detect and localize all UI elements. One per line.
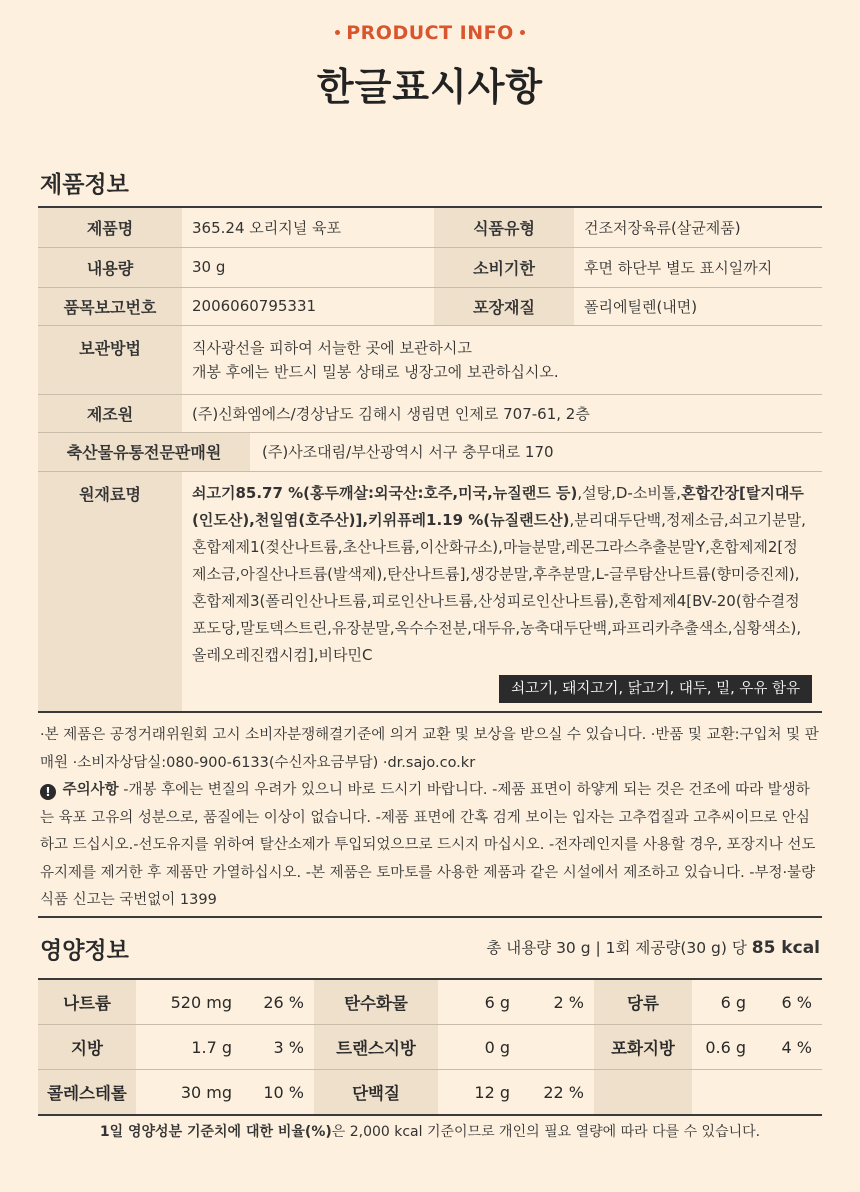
manufacturer-label: 제조원 (38, 394, 182, 432)
food-type-value: 건조저장육류(살균제품) (574, 207, 822, 247)
expiry-label: 소비기한 (434, 247, 574, 287)
warning-text: -개봉 후에는 변질의 우려가 있으니 바로 드시기 바랍니다. -제품 표면이 하얗게 되는 것은 건조에 따라 발생하는 육포 고유의 성분으로, 품질에는 이상이 없습니다. -제품 표면에 간혹 검게 보이는 입자는 고추껍질과 고추씨이므로 안심하고 드십시오.-선도유지를 위하여 탈산소제가 투입되었으므로 드시지 마십시오. -전자레인지를 사용할 경우, 포장지나 선도유지제를 제거한 후 제품만 가열하십시오. -본 제품은 토마토를 사용한 제품과 같은 시설에서 제조하고 있습니다. -부정·불량 식품 신고는 국번없이 1399 (40, 782, 816, 908)
ingredients-text: ,분리대두단백,정제소금,쇠고기분말,혼합제제1(젖산나트륨,초산나트륨,이산화규소),마늘분말,레몬그라스추출분말Y,혼합제제2[정제소금,아질산나트륨(발색제),탄산나트륨],생강분말,후추분말,L-글루탐산나트륨(향미증진제),혼합제제3(폴리인산나트륨,피로인산나트륨,산성피로인산나트륨),혼합제제4[BV-20(함수결정포도당,말토덱스트린,유장분말,옥수수전분,대두유,농축대두단백,파프리카추출색소,심황색소),올레오레진캡시컴],비타민C (192, 510, 806, 664)
seller-label: 축산물유통전문판매원 (38, 433, 250, 471)
product-name-value: 365.24 오리지널 육포 (182, 207, 434, 247)
table-row (38, 207, 822, 247)
storage-line: 직사광선을 피하여 서늘한 곳에 보관하시고 (192, 338, 472, 357)
nutrient-name: 콜레스테롤 (38, 1070, 136, 1116)
nutrient-name: 트랜스지방 (314, 1025, 438, 1070)
table-row (38, 1070, 822, 1116)
exclamation-icon: ! (40, 784, 56, 800)
table-row (38, 1025, 822, 1070)
product-section-title: 제품정보 (40, 172, 129, 198)
table-row (38, 471, 822, 713)
notes-paragraph: ·본 제품은 공정거래위원회 고시 소비자분쟁해결기준에 의거 교환 및 보상을 받으실 수 있습니다. ·반품 및 교환:구입처 및 판매원 ·소비자상담실:080-900-6133(수신자요금부담) ·dr.sajo.co.kr (40, 727, 819, 771)
serving-text: 총 내용량 30 g | 1회 제공량(30 g) 당 (486, 939, 752, 957)
nutrition-footnote (0, 1121, 860, 1141)
product-name-label: 제품명 (38, 207, 182, 247)
report-number-value: 2006060795331 (182, 287, 434, 325)
packaging-label: 포장재질 (434, 287, 574, 325)
food-type-label: 식품유형 (434, 207, 574, 247)
nutrient-name: 단백질 (314, 1070, 438, 1116)
page-header (0, 0, 860, 111)
warning-label: 주의사항 (62, 782, 119, 798)
storage-line: 개봉 후에는 반드시 밀봉 상태로 냉장고에 보관하십시오. (192, 362, 559, 381)
table-row (38, 979, 822, 1025)
product-info-eyebrow (335, 22, 525, 44)
divider (38, 916, 822, 918)
packaging-value: 폴리에틸렌(내면) (574, 287, 822, 325)
nutrient-percent: 4 % (756, 1025, 822, 1070)
nutrient-amount: 520 mg (136, 979, 242, 1025)
nutrient-name (594, 1070, 692, 1116)
table-row (38, 432, 822, 471)
nutrient-percent: 22 % (520, 1070, 594, 1116)
serving-info (486, 936, 820, 958)
nutrient-name: 지방 (38, 1025, 136, 1070)
product-info-table (38, 206, 822, 713)
seller-value: (주)사조대림/부산광역시 서구 충무대로 170 (262, 443, 554, 461)
nutrition-section-title: 영양정보 (40, 938, 129, 964)
nutrient-percent: 10 % (242, 1070, 314, 1116)
table-row (38, 287, 822, 325)
nutrient-percent: 3 % (242, 1025, 314, 1070)
nutrition-table (38, 978, 822, 1116)
net-weight-label: 내용량 (38, 247, 182, 287)
report-number-label: 품목보고번호 (38, 287, 182, 325)
table-row (38, 394, 822, 432)
nutrient-amount: 0.6 g (692, 1025, 756, 1070)
dot-icon (520, 30, 525, 35)
footnote-bold: 1일 영양성분 기준치에 대한 비율(%) (99, 1124, 332, 1140)
nutrient-percent (520, 1025, 594, 1070)
nutrient-name: 탄수화물 (314, 979, 438, 1025)
nutrient-name: 나트륨 (38, 979, 136, 1025)
nutrient-amount: 12 g (438, 1070, 520, 1116)
net-weight-value: 30 g (182, 247, 434, 287)
manufacturer-value: (주)신화엠에스/경상남도 김해시 생림면 인제로 707-61, 2층 (182, 394, 822, 432)
ingredients-bold: 혼합간장[탈지대두(인도산),천일염(호주산)],키위퓨레1.19 %(뉴질랜드산) (192, 483, 804, 529)
table-row (38, 247, 822, 287)
ingredients-bold: 쇠고기85.77 %(홍두깨살:외국산:호주,미국,뉴질랜드 등) (192, 483, 578, 502)
eyebrow-text: PRODUCT INFO (346, 21, 514, 44)
page-title: 한글표시사항 (316, 64, 544, 109)
nutrient-amount: 1.7 g (136, 1025, 242, 1070)
table-row (38, 325, 822, 394)
footnote-text: 은 2,000 kcal 기준이므로 개인의 필요 열량에 따라 다를 수 있습니다. (331, 1124, 761, 1140)
nutrient-amount (692, 1070, 756, 1116)
nutrient-percent: 6 % (756, 979, 822, 1025)
dot-icon (335, 30, 340, 35)
nutrient-name: 당류 (594, 979, 692, 1025)
nutrient-amount: 6 g (692, 979, 756, 1025)
nutrient-percent: 2 % (520, 979, 594, 1025)
notes-block (40, 722, 820, 915)
storage-value (182, 325, 822, 394)
nutrient-amount: 0 g (438, 1025, 520, 1070)
ingredients-value (182, 471, 822, 713)
expiry-value: 후면 하단부 별도 표시일까지 (574, 247, 822, 287)
notes-warning (40, 777, 820, 915)
nutrient-name: 포화지방 (594, 1025, 692, 1070)
seller-row (38, 432, 822, 471)
nutrient-amount: 30 mg (136, 1070, 242, 1116)
storage-label: 보관방법 (38, 325, 182, 394)
allergen-badge: 쇠고기, 돼지고기, 닭고기, 대두, 밀, 우유 함유 (499, 675, 812, 703)
kcal-value: 85 kcal (751, 938, 820, 958)
ingredients-label: 원재료명 (38, 471, 182, 713)
allergen-wrap (192, 675, 812, 703)
divider (38, 711, 822, 713)
ingredients-text: ,설탕,D-소비톨, (577, 483, 682, 502)
nutrient-percent (756, 1070, 822, 1116)
nutrient-percent: 26 % (242, 979, 314, 1025)
nutrient-amount: 6 g (438, 979, 520, 1025)
